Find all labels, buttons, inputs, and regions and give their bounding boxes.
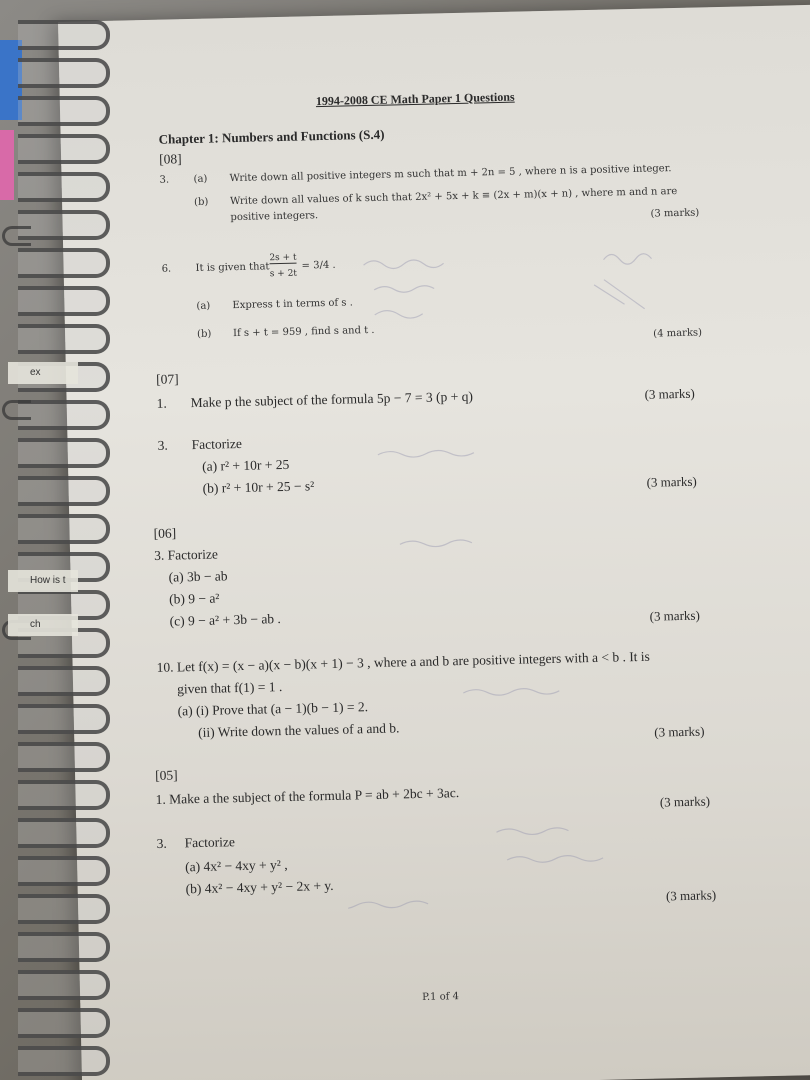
- q1-number-07: 1.: [156, 395, 167, 411]
- chapter-heading: Chapter 1: Numbers and Functions (S.4): [158, 126, 385, 147]
- q6a-text: Express t in terms of s .: [232, 297, 353, 312]
- q3a-05: (a) 4x² − 4xy + y² ,: [185, 857, 288, 875]
- binding-coil: [18, 932, 110, 962]
- section-tag-07: [07]: [155, 371, 179, 387]
- q6b-label: (b): [196, 328, 212, 340]
- section-tag-06: [06]: [153, 525, 177, 541]
- q6-fraction-numerator: 2s + t: [269, 252, 297, 264]
- exam-page: [58, 4, 810, 1080]
- page-footer: P.1 of 4: [422, 991, 460, 1003]
- q3a-06: (a) 3b − ab: [168, 568, 228, 585]
- binding-coil: [18, 476, 110, 506]
- binding-coil: [18, 172, 110, 202]
- binding-coil: [18, 324, 110, 354]
- q6a-label: (a): [196, 300, 211, 312]
- q6-fraction-denominator: s + 2t: [269, 268, 298, 280]
- section-tag-08: [08]: [158, 151, 182, 167]
- q1-marks-05: (3 marks): [659, 793, 711, 810]
- binding-coil: [18, 20, 110, 50]
- q1-text-05: 1. Make a the subject of the formula P = ab + 2bc + 3ac.: [155, 785, 460, 807]
- binding-coil: [18, 248, 110, 278]
- q3-number-05: 3.: [156, 835, 167, 851]
- q3-text-05: Factorize: [184, 834, 236, 851]
- q3-text-06: 3. Factorize: [153, 546, 219, 563]
- q3a-text: Write down all positive integers m such that m + 2n = 5 , where n is a positive integer.: [229, 163, 672, 185]
- binding-coil: [18, 970, 110, 1000]
- binding-coil: [18, 514, 110, 544]
- q3b-text-line1: Write down all values of k such that 2x² + 5x + k ≡ (2x + m)(x + n) , where m and n are: [229, 185, 678, 208]
- q10-line1: 10. Let f(x) = (x − a)(x − b)(x + 1) − 3 , where a and b are positive integers with a < b . It is: [156, 648, 651, 675]
- q6-rhs: = 3/4 .: [301, 259, 336, 272]
- binding-coil: [18, 894, 110, 924]
- q6-text: It is given that: [195, 261, 270, 274]
- binding-coil-back: [2, 400, 31, 420]
- document-title: 1994-2008 CE Math Paper 1 Questions: [315, 89, 515, 109]
- q1-text-07: Make p the subject of the formula 5p − 7 = 3 (p + q): [190, 388, 474, 411]
- q3-number: 3.: [159, 174, 170, 186]
- q3c-06: (c) 9 − a² + 3b − ab .: [169, 611, 281, 629]
- binding-coil: [18, 780, 110, 810]
- binding-coil: [18, 438, 110, 468]
- q6-number: 6.: [161, 263, 172, 275]
- q10-marks: (3 marks): [654, 723, 705, 740]
- q10-line2: given that f(1) = 1 .: [176, 679, 283, 697]
- sticky-note-tab: How is t: [8, 570, 78, 592]
- binding-coil: [18, 286, 110, 316]
- q3-marks-05: (3 marks): [665, 887, 717, 904]
- q10-part-ii: (ii) Write down the values of a and b.: [197, 720, 400, 741]
- binding-coil: [18, 58, 110, 88]
- q3b-07: (b) r² + 10r + 25 − s²: [202, 478, 315, 496]
- pencil-scribbles: [328, 6, 768, 915]
- q1-marks-07: (3 marks): [644, 385, 695, 402]
- binding-coil: [18, 1008, 110, 1038]
- binding-coil-back: [2, 226, 31, 246]
- q6b-text: If s + t = 959 , find s and t .: [232, 324, 375, 340]
- section-tag-05: [05]: [154, 767, 178, 783]
- binding-coil: [18, 400, 110, 430]
- q3-marks-07: (3 marks): [646, 473, 697, 490]
- spiral-binding: [0, 0, 108, 1080]
- sticky-note-tab: ch: [8, 614, 78, 636]
- q3-text-07: Factorize: [191, 435, 243, 453]
- q6-marks: (4 marks): [653, 327, 703, 340]
- q3b-text-line2: positive integers.: [230, 210, 319, 224]
- binding-coil: [18, 134, 110, 164]
- binding-coil: [18, 856, 110, 886]
- q10-part-i: (a) (i) Prove that (a − 1)(b − 1) = 2.: [177, 699, 369, 719]
- binding-coil: [18, 1046, 110, 1076]
- binding-coil: [18, 704, 110, 734]
- binding-coil: [18, 210, 110, 240]
- binding-coil: [18, 742, 110, 772]
- q3b-05: (b) 4x² − 4xy + y² − 2x + y.: [185, 877, 334, 897]
- q3a-label: (a): [193, 173, 208, 185]
- binding-coil: [18, 96, 110, 126]
- binding-coil: [18, 666, 110, 696]
- q3a-07: (a) r² + 10r + 25: [201, 456, 290, 474]
- q3-marks-06: (3 marks): [649, 607, 700, 624]
- q3b-label: (b): [194, 196, 209, 208]
- q3b-06: (b) 9 − a²: [168, 590, 220, 607]
- q3-number-07: 3.: [157, 437, 168, 453]
- q3-marks: (3 marks): [650, 207, 700, 220]
- sticky-note-tab: ex: [8, 362, 78, 384]
- binding-coil: [18, 818, 110, 848]
